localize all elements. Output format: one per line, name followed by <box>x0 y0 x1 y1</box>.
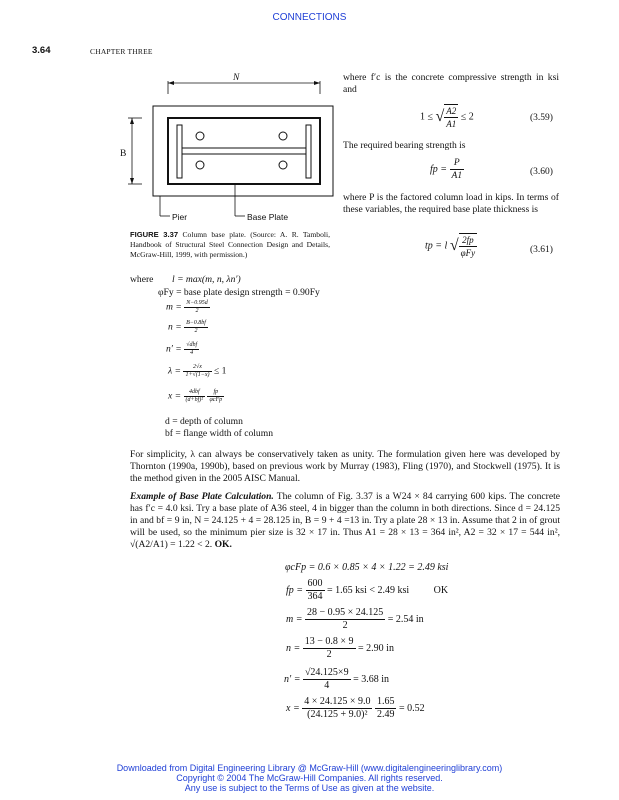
def-n-num: B−0.8bf <box>186 320 206 326</box>
def-d: d = depth of column <box>165 416 243 427</box>
eq-number-3-59: (3.59) <box>530 113 553 123</box>
dim-label-n: N <box>233 73 240 83</box>
figure-3-37 <box>120 68 335 228</box>
example-text: The column of Fig. 3.37 is a W24 × 84 carrying 600 kips. The concrete has f′c = 4.0 ksi. Try a base plate of A36 steel, 4 in bigger than the column in both directions. Since d = 24.125 in and bf = 9 in, N = 24.125 + 4 = 28.125 in, B = 9 + 4 =13 in. Try a plate 28 × 13 in. Assume that 2 in of grout will be used, so the minimum pier size is 32 × 17 in. Thus A1 = 28 × 13 = 364 in², A2 = 32 × 17 = 544 in², √(A2/A1) = 1.22 < 2. <box>130 491 560 550</box>
calc-x-rhs: = 0.52 <box>398 702 425 714</box>
calc-x-num1: 4 × 24.125 × 9.0 <box>304 696 371 707</box>
def-x-den1: (d+bf)² <box>185 397 204 403</box>
body-paragraph-1: For simplicity, λ can always be conservatively taken as unity. The formulation given here was developed by Thornton (1990a, 1990b), based on previous work by Murray (1983), Fling (1970), and Stockwell (1975). It is the method given in the 2005 AISC Manual. <box>130 449 560 484</box>
calc-np-lhs: n′ = <box>284 673 301 685</box>
calc-n-rhs: = 2.90 in <box>358 642 394 654</box>
calc-n <box>286 636 394 661</box>
calc-np-rhs: = 3.68 in <box>353 673 389 685</box>
eq-3-61-den: φFy <box>460 248 476 258</box>
figure-caption <box>130 230 330 260</box>
def-m <box>166 300 210 315</box>
calc-m-rhs: = 2.54 in <box>387 613 424 625</box>
def-np-num: √dbf <box>186 342 198 348</box>
footer-copyright: Copyright © 2004 The McGraw-Hill Companies. All rights reserved. <box>176 773 443 783</box>
figure-caption-label: FIGURE 3.37 <box>130 230 179 239</box>
def-n-den: 2 <box>194 328 198 334</box>
def-m-den: 2 <box>195 308 199 314</box>
calc-n-lhs: n = <box>286 642 301 654</box>
calc-fp-lhs: fp = <box>286 584 304 596</box>
right-text-1: where f′c is the concrete compressive strength in ksi and <box>343 72 559 95</box>
calc-fp-den: 364 <box>307 591 323 602</box>
def-x-num2: fp <box>207 389 224 397</box>
def-x-den2: φcFp <box>209 397 223 403</box>
eq-3-60-lhs: fp = <box>430 163 448 175</box>
eq-3-59-den: A1 <box>446 119 457 129</box>
def-phi: φFy = base plate design strength = 0.90Fy <box>158 287 320 298</box>
eq-number-3-61: (3.61) <box>530 245 553 255</box>
calc-x <box>286 696 425 721</box>
def-x-num1: 4dbf <box>184 389 206 397</box>
def-n-lhs: n = <box>168 321 182 333</box>
calc-x-den2: 2.49 <box>376 709 395 720</box>
chapter-title: CHAPTER THREE <box>90 47 153 56</box>
label-base-plate: Base Plate <box>247 212 289 222</box>
eq-3-59-num: A2 <box>446 106 457 116</box>
def-n <box>168 320 208 335</box>
calc-fp <box>286 578 448 603</box>
calc-x-lhs: x = <box>286 702 300 714</box>
def-lam-num: 2√x <box>183 364 211 372</box>
calc-x-den1: (24.125 + 9.0)² <box>307 709 368 720</box>
def-l: l = max(m, n, λn′) <box>172 274 241 285</box>
eq-3-61-num: 2fp <box>459 234 477 247</box>
where-label: where <box>130 274 154 285</box>
right-text-2: The required bearing strength is <box>343 140 466 151</box>
calc-phi-fp: φcFp = 0.6 × 0.85 × 4 × 1.22 = 2.49 ksi <box>285 562 449 573</box>
eq-3-61: tp = l √ $\frac{2fp}{\text{φFy}}$ <box>425 235 476 258</box>
calc-fp-rhs: = 1.65 ksi < 2.49 ksi <box>327 584 410 596</box>
eq-3-61-lhs: tp = l <box>425 240 448 252</box>
calc-n-prime <box>284 667 389 692</box>
calc-np-num: √24.125×9 <box>304 667 349 678</box>
eq-3-59: 1 ≤ √ $\frac{A2}{A1}$ ≤ 2 <box>420 106 474 129</box>
eq-3-59-lhs: 1 ≤ <box>420 111 433 123</box>
def-lam-lhs: λ = <box>168 365 182 377</box>
right-text-3: where P is the factored column load in kips. In terms of these variables, the required base plate thickness is <box>343 192 559 215</box>
calc-m-lhs: m = <box>286 613 303 625</box>
def-m-num: N−0.95d <box>186 300 208 306</box>
calc-m-den: 2 <box>342 620 348 631</box>
def-lambda <box>168 364 226 379</box>
eq-3-60-num: P <box>450 157 465 170</box>
base-plate-diagram <box>120 68 335 228</box>
def-x <box>168 389 224 404</box>
def-lam-rhs: ≤ 1 <box>213 365 227 377</box>
eq-3-59-rhs: ≤ 2 <box>460 111 474 123</box>
def-bf: bf = flange width of column <box>165 428 273 439</box>
page-number: 3.64 <box>32 45 51 56</box>
calc-x-num2: 1.65 <box>376 696 395 707</box>
calc-m-num: 28 − 0.95 × 24.125 <box>306 607 384 618</box>
calc-n-den: 2 <box>326 649 332 660</box>
eq-3-60-den: A1 <box>451 171 463 181</box>
eq-3-60 <box>430 157 464 182</box>
example-ok: OK. <box>214 539 232 550</box>
figure-caption-text: Column base plate. (Source: A. R. Tamboli, Handbook of Structural Steel Connection Design and Details, McGraw-Hill, 1999, with permission.) <box>130 230 331 259</box>
calc-fp-ok: OK <box>433 584 449 596</box>
calc-m <box>286 607 424 632</box>
example-title: Example of Base Plate Calculation. <box>130 491 274 502</box>
footer-download-link[interactable]: Downloaded from Digital Engineering Library @ McGraw-Hill (www.digitalengineeringlibrary.com) <box>116 763 503 773</box>
calc-np-den: 4 <box>324 680 330 691</box>
def-n-prime <box>166 342 199 357</box>
dim-label-b: B <box>120 149 127 159</box>
def-np-lhs: n′ = <box>166 343 182 355</box>
body-paragraph-2 <box>130 491 560 551</box>
def-lam-den: 1+√(1−x) <box>185 372 210 378</box>
def-x-lhs: x = <box>168 390 182 402</box>
section-header-link[interactable]: CONNECTIONS <box>272 12 347 23</box>
calc-fp-num: 600 <box>307 578 323 589</box>
def-m-lhs: m = <box>166 301 182 313</box>
label-pier: Pier <box>172 212 188 222</box>
footer-terms[interactable]: Any use is subject to the Terms of Use as given at the website. <box>184 783 435 793</box>
eq-number-3-60: (3.60) <box>530 167 553 177</box>
calc-n-num: 13 − 0.8 × 9 <box>304 636 354 647</box>
def-np-den: 4 <box>190 350 194 356</box>
